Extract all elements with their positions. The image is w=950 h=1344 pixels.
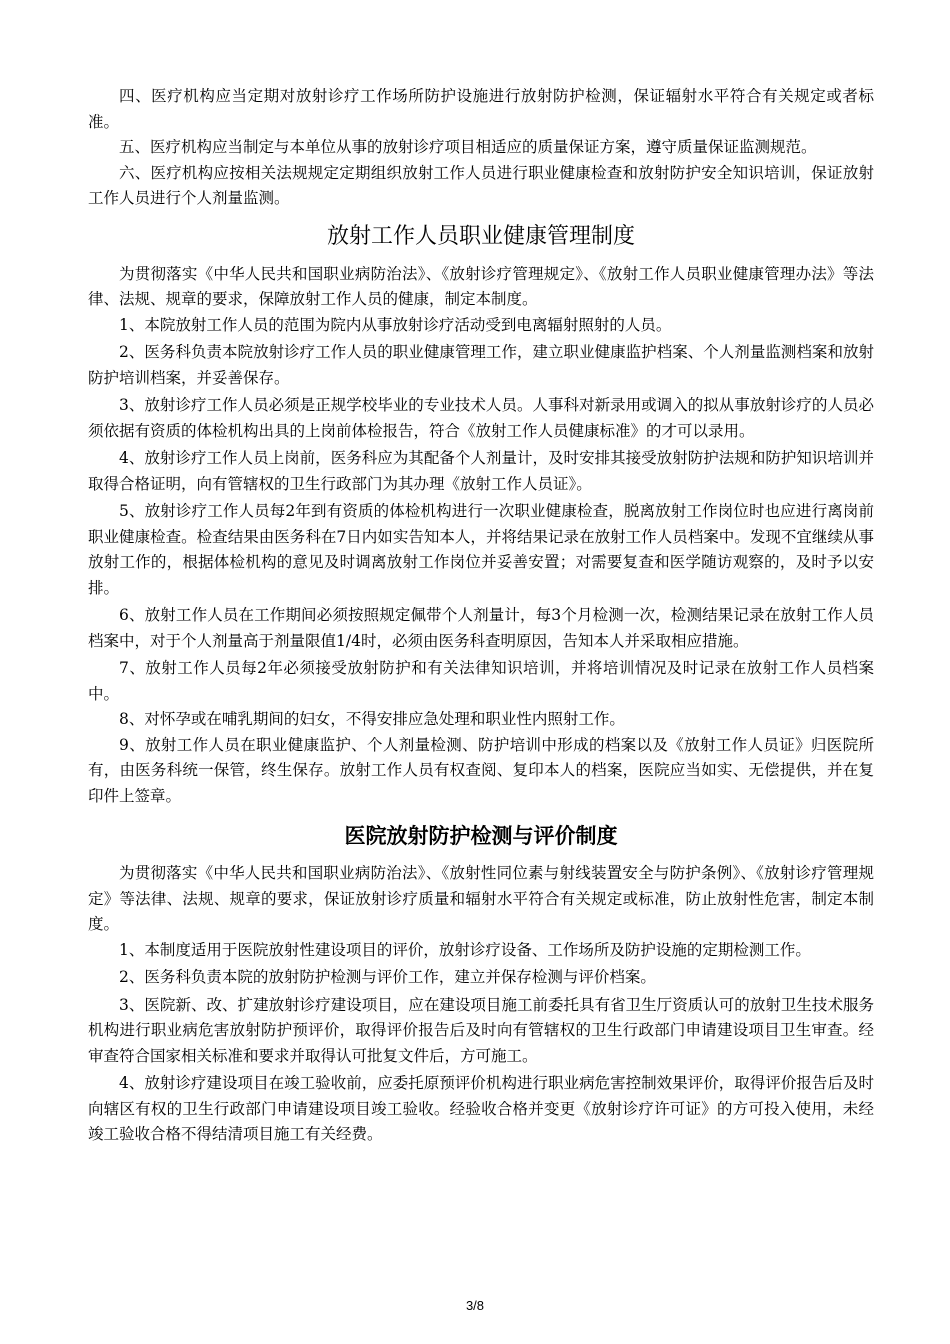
section-title-radiation-testing: 医院放射防护检测与评价制度 — [344, 824, 618, 848]
section1-item-3: 3、放射诊疗工作人员必须是正规学校毕业的专业技术人员。人事科对新录用或调入的拟从事放射诊疗的人员必须依据有资质的体检机构出具的上岗前体检报告，符合《放射工作人员健康标准》的才可以录用。 — [88, 396, 874, 440]
section2-item-1: 1、本制度适用于医院放射性建设项目的评价，放射诊疗设备、工作场所及防护设施的定期检测工作。 — [119, 940, 811, 959]
intro-paragraph-6: 六、医疗机构应按相关法规规定定期组织放射工作人员进行职业健康检查和放射防护安全知识培训，保证放射工作人员进行个人剂量监测。 — [88, 163, 874, 207]
page-number: 3/8 — [465, 1298, 485, 1313]
section1-preamble: 为贯彻落实《中华人民共和国职业病防治法》、《放射诊疗管理规定》、《放射工作人员职业健康管理办法》等法律、法规、规章的要求，保障放射工作人员的健康，制定本制度。 — [88, 264, 874, 308]
section1-item-7: 7、放射工作人员每2年必须接受放射防护和有关法律知识培训，并将培训情况及时记录在放射工作人员档案中。 — [88, 659, 874, 703]
section1-item-5: 5、放射诊疗工作人员每2年到有资质的体检机构进行一次职业健康检查，脱离放射工作岗位时也应进行离岗前职业健康检查。检查结果由医务科在7日内如实告知本人，并将结果记录在放射工作人员档案中。发现不宜继续从事放射工作的，根据体检机构的意见及时调离放射工作岗位并妥善安置；对需要复查和医学随访观察的，及时予以安排。 — [88, 502, 874, 597]
section2-item-2: 2、医务科负责本院的放射防护检测与评价工作，建立并保存检测与评价档案。 — [119, 968, 656, 986]
section2-item-4: 4、放射诊疗建设项目在竣工验收前，应委托原预评价机构进行职业病危害控制效果评价，取得评价报告后及时向辖区有权的卫生行政部门申请建设项目竣工验收。经验收合格并变更《放射诊疗许可证》的方可投入使用，未经竣工验收合格不得结清项目施工有关经费。 — [88, 1074, 874, 1143]
intro-paragraph-5: 五、医疗机构应当制定与本单位从事的放射诊疗项目相适应的质量保证方案，遵守质量保证监测规范。 — [119, 138, 817, 156]
section1-item-2: 2、医务科负责本院放射诊疗工作人员的职业健康管理工作，建立职业健康监护档案、个人剂量监测档案和放射防护培训档案，并妥善保存。 — [88, 343, 874, 387]
section2-item-3: 3、医院新、改、扩建放射诊疗建设项目，应在建设项目施工前委托具有省卫生厅资质认可的放射卫生技术服务机构进行职业病危害放射防护预评价，取得评价报告后及时向有管辖权的卫生行政部门申请建设项目卫生审查。经审查符合国家相关标准和要求并取得认可批复文件后，方可施工。 — [88, 995, 874, 1065]
section1-item-9: 9、放射工作人员在职业健康监护、个人剂量检测、防护培训中形成的档案以及《放射工作人员证》归医院所有，由医务科统一保管，终生保存。放射工作人员有权查阅、复印本人的档案，医院应当如实、无偿提供，并在复印件上签章。 — [88, 735, 874, 805]
document-page — [88, 84, 874, 1148]
intro-paragraph-4: 四、医疗机构应当定期对放射诊疗工作场所防护设施进行放射防护检测，保证辐射水平符合有关规定或者标准。 — [88, 87, 874, 131]
section-title-occupational-health: 放射工作人员职业健康管理制度 — [326, 223, 635, 249]
section1-item-4: 4、放射诊疗工作人员上岗前，医务科应为其配备个人剂量计，及时安排其接受放射防护法规和防护知识培训并取得合格证明，向有管辖权的卫生行政部门为其办理《放射工作人员证》。 — [88, 449, 874, 493]
section1-item-6: 6、放射工作人员在工作期间必须按照规定佩带个人剂量计，每3个月检测一次，检测结果记录在放射工作人员档案中，对于个人剂量高于剂量限值1/4时，必须由医务科查明原因，告知本人并采取相应措施。 — [88, 606, 874, 650]
section1-item-1: 1、本院放射工作人员的范围为院内从事放射诊疗活动受到电离辐射照射的人员。 — [119, 315, 672, 334]
section1-item-8: 8、对怀孕或在哺乳期间的妇女，不得安排应急处理和职业性内照射工作。 — [119, 710, 625, 728]
section2-preamble: 为贯彻落实《中华人民共和国职业病防治法》、《放射性同位素与射线装置安全与防护条例》、《放射诊疗管理规定》等法律、法规、规章的要求，保证放射诊疗质量和辐射水平符合有关规定或标准，防止放射性危害，制定本制度。 — [88, 864, 874, 933]
